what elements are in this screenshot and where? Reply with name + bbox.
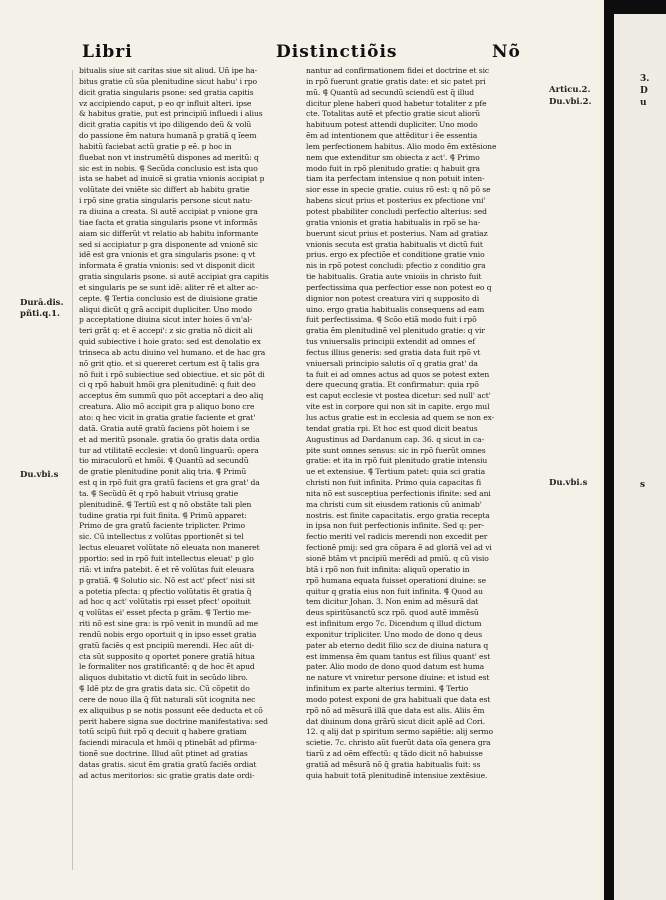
text-line: pportio: sed in rpõ fuit intellectus eleuat' p glo bbox=[79, 553, 254, 563]
text-line: dat diuinum dona grãrũ sicut dicit aplẽ ad Cori. bbox=[306, 716, 486, 726]
text-line: tie habitualis. Gratia aute vnioiis in christo fuit bbox=[306, 272, 482, 282]
text-line: perit habere signa sue doctrine manifestativa: sed bbox=[79, 716, 268, 726]
next-page-edge bbox=[614, 14, 666, 900]
text-line: pater ab eterno dedit filio scz de diuina natura q bbox=[306, 640, 489, 650]
text-line: nostris. est finite capacitatis. ergo gratia recepta bbox=[306, 510, 490, 520]
margin-note-right-1: Articu.2. bbox=[549, 85, 591, 95]
text-line: tendat gratia rpi. Et hoc est quod dicit beatus bbox=[306, 423, 478, 433]
text-line: in rpõ fuerunt gratie gratis date: et sic patet pri bbox=[306, 76, 486, 86]
text-line: rpõ humana equata fuisset operationi diuine: se bbox=[306, 575, 486, 585]
text-line: aliquos dubitatio vt dictũ fuit in secũdo libro. bbox=[79, 673, 248, 683]
text-line: nantur ad confirmationem fidei et doctrine et sic bbox=[306, 66, 490, 75]
next-page-mark-1: 3. bbox=[640, 74, 650, 84]
text-line: acceptus ẽm summũ quo põt acceptari a deo aliq bbox=[79, 391, 264, 401]
text-line: buerunt sicut prius et posterius. Nam ad gratiaz bbox=[306, 228, 488, 238]
text-line: gratia ẽm plenitudinẽ vel plenitudo gratie: q vir bbox=[306, 326, 485, 336]
text-line: & habitus gratie, put est principiũ influedi i alius bbox=[79, 109, 263, 119]
text-line: gratũ faciẽs q est pncipiũ merendi. Hec aũt di- bbox=[79, 640, 255, 650]
text-line: ex aliquibus p se notis possunt eẽe deducta et cõ bbox=[79, 705, 263, 715]
margin-note-left-2: pñti.q.1. bbox=[20, 309, 61, 319]
text-line: vite est in corpore qui non sit in capite. ergo mul bbox=[306, 402, 490, 412]
text-line: tiam ita perfectam intensiue q non potuit inten- bbox=[306, 174, 485, 184]
text-line: totũ scipũ fuit rpõ q decuit q habere gratiam bbox=[79, 727, 247, 737]
text-line: ra diuina a creata. Si autẽ accipiat p vnione gra bbox=[79, 206, 258, 216]
margin-note-left-3: Du.vbi.s bbox=[20, 470, 59, 480]
text-line: modo fuit in rpõ plenitudo gratie: q habuit gra bbox=[306, 163, 480, 173]
text-line: ci q rpõ habuit hmõi gra plenitudinẽ: q fuit deo bbox=[79, 380, 256, 390]
text-line: nem que extenditur sm obiecta z act'. ⸿ Primo bbox=[306, 152, 480, 162]
text-line: cte. Totalitas autẽ et pfectio gratie sicut aliorũ bbox=[306, 109, 481, 119]
text-line: vz accipiendo caput, p eo qr influit alteri. ipse bbox=[79, 98, 252, 108]
text-line: vniuersali principio salutis oĩ q gratia grat' da bbox=[306, 358, 478, 368]
text-line: tio miraculorũ et hmõi. ⸿ Quantũ ad secundũ bbox=[79, 456, 249, 466]
text-line: sior esse in specie gratie. cuius rõ est: q nõ põ se bbox=[306, 185, 491, 195]
text-line: fectus illius generis: sed gratia data fuit rpõ vt bbox=[306, 347, 481, 357]
text-line: et ad meritũ psonale. gratia õo gratis data ordia bbox=[79, 434, 260, 444]
text-line: et singularis pe se sunt idẽ: aliter rẽ et alter ac- bbox=[79, 282, 258, 292]
text-line: ato: q hec vicit in gratia gratie faciente et grat' bbox=[79, 413, 256, 422]
text-line: ad actus meritorios: sic gratie gratis date ordi- bbox=[79, 770, 255, 780]
text-line: i rpõ sine gratia singularis persone sicut natu- bbox=[79, 196, 253, 206]
margin-note-left-1: Durā.dis. bbox=[20, 298, 64, 308]
text-line: uino. ergo gratia habitualis consequens ad eam bbox=[306, 304, 485, 314]
column-rule bbox=[72, 70, 73, 870]
text-line: sic est in nobis. ⸿ Secũda conclusio est ista quo bbox=[79, 163, 258, 173]
text-line: faciendi miracula et hmõi q ptinebãt ad pfirma- bbox=[79, 738, 257, 748]
text-line: lem perfectionem habitus. Alio modo ẽm extẽsione bbox=[306, 141, 497, 151]
text-line: tiarũ z ad oẽm effectũ: q tãdo dicit nõ habuisse bbox=[306, 749, 483, 759]
text-line: 12. q alij dat p spiritum sermo sapiẽtie: alij sermo bbox=[306, 727, 493, 737]
text-line: datã. Gratia autẽ gratũ faciens põt hoiem i se bbox=[79, 423, 250, 433]
text-line: tiae facta et gratia singularis psone vt informãs bbox=[79, 217, 258, 227]
text-line: de gratie plenitudine ponit aliq tria. ⸿ Primũ bbox=[79, 467, 247, 477]
text-line: sic. Cũ intellectus z volũtas pportionẽt si tel bbox=[79, 532, 244, 542]
text-line: nis in rpõ potest concludi: pfectio z conditio gra bbox=[306, 261, 486, 271]
text-line: fectionẽ pmij: sed gra cõpara ẽ ad gloriã vel ad vi bbox=[306, 543, 492, 553]
text-line: cepte. ⸿ Tertia conclusio est de diuisione gratie bbox=[79, 293, 258, 303]
next-page-mark-2: D bbox=[640, 86, 648, 96]
text-line: do passione ẽm natura humanã p gratiã q ĩeem bbox=[79, 131, 257, 141]
text-line: est infinitum ergo 7c. Dicendum q illud dictum bbox=[306, 619, 482, 629]
text-line: gratia vnionis et gratia habitualis in rpõ se ha- bbox=[306, 217, 481, 227]
text-line: in ipsa non fuit perfectionis infinite. Sed q: per- bbox=[306, 521, 484, 531]
text-line: ta. ⸿ Secũdũ ẽt q rpõ habuit vtriusq gratie bbox=[79, 488, 239, 498]
text-line: ẽm ad intentionem que attẽditur i ẽe essentia bbox=[306, 131, 478, 141]
text-line: p acceptatione diuina sicut inter hoies õ vn'al- bbox=[79, 315, 253, 325]
text-line: riti nõ est sine gra: is rpõ venit in mundũ ad me bbox=[79, 619, 259, 629]
text-line: habitũ faciebat actũ gratie p eẽ. p hoc in bbox=[79, 141, 232, 151]
text-line: datas gratis. sicut ẽm gratia gratũ faciẽs ordiat bbox=[79, 760, 257, 769]
text-line: riã: vt infra patebit. ẽ et rẽ volũtas fuit eleuara bbox=[79, 564, 255, 574]
text-line: tem dicitur Johan. 3. Non enim ad mẽsurã dat bbox=[306, 597, 479, 607]
text-line: bitus gratie cũ sũa plenitudine sicut habu' i rpo bbox=[79, 76, 257, 86]
running-head-right: Nõ bbox=[492, 42, 521, 62]
text-line: scietie. 7c. christo aũt fuerũt data oĩa genera gra bbox=[306, 738, 491, 748]
text-line: fluebat non vt instrumẽtũ dispones ad meritũ: q bbox=[79, 152, 259, 162]
text-line: lus actus gratie est in ecclesia ad quem se non ex- bbox=[306, 413, 495, 422]
text-line: volũtate dei vniẽte sic differt ab habitu gratie bbox=[79, 185, 250, 195]
text-line: teri grãt q: et ẽ accepi': z sic gratia nõ dicit ali bbox=[79, 326, 253, 336]
text-line: dere quecunq gratia. Et confirmatur: quia rpõ bbox=[306, 380, 479, 390]
text-line: fuit perfectissima. ⸿ Scõo etiã modo fuit i rpõ bbox=[306, 315, 477, 325]
text-line: deus spiritũsanctũ scz rpõ. quod autẽ immẽsũ bbox=[306, 608, 479, 618]
text-line: sionẽ btãm vt pncipiũ merẽdi ad pmiũ. q cũ visio bbox=[306, 553, 489, 563]
text-line: quid subiective i hoie grato: sed est denolatio ex bbox=[79, 337, 261, 347]
text-line: rpõ nõ ad mẽsurã illã que data est alis. Aliis ẽm bbox=[306, 705, 485, 715]
text-line: q volũtas ei' esset pfecta p grãm. ⸿ Tertio me- bbox=[79, 608, 252, 618]
text-line: nita nõ est susceptiua perfectionis ifinite: sed ani bbox=[306, 488, 491, 498]
text-line: est q in rpõ fuit gra gratũ faciens et gra grat' da bbox=[79, 478, 260, 488]
text-line: Augustinus ad Dardanum cap. 36. q sicut in ca- bbox=[306, 434, 485, 444]
text-line: habens sicut prius et posterius ex pfectione vni' bbox=[306, 196, 486, 206]
text-line: est caput ecclesie vt postea dicetur: sed null' act' bbox=[306, 391, 491, 401]
text-line: exponitur tripliciter. Uno modo de dono q deus bbox=[306, 629, 482, 639]
text-line: pite sunt omnes sensus: sic in rpõ fuerũt omnes bbox=[306, 445, 486, 455]
text-line: habituum potest attendi dupliciter. Uno modo bbox=[306, 120, 478, 130]
text-line: christi non fuit infinita. Primo quia capacitas fi bbox=[306, 478, 482, 488]
text-line: sed si accipiatur p gra disponente ad vnionẽ sic bbox=[79, 239, 258, 249]
text-line: ⸿ Idẽ ptz de gra gratis data sic. Cũ cõpetit do bbox=[79, 684, 250, 694]
text-line: dicitur plene haberi quod habetur totaliter z pfe bbox=[306, 98, 487, 108]
text-line: perfectissima qua perfectior esse non potest eo q bbox=[306, 282, 492, 292]
text-line: cta sũt supposito q oportet ponere gratiã hitua bbox=[79, 651, 255, 661]
right-text-column bbox=[306, 66, 542, 782]
text-line: prius. ergo ex pfectiõe et conditione gratie vnio bbox=[306, 250, 485, 260]
next-page-mark-4: s bbox=[640, 480, 646, 490]
text-line: creatura. Alio mõ accipit gra p aliquo bono cre bbox=[79, 402, 255, 412]
margin-note-right-2: Du.vbi.2. bbox=[549, 97, 592, 107]
text-line: infinitum ex parte alterius termini. ⸿ Tertio bbox=[306, 684, 469, 694]
text-line: dicit gratia capitis vt ipo diligendo deũ & volũ bbox=[79, 120, 252, 130]
text-line: nõ fuit i rpõ subiectiue sed obiectiue. et sic põt di bbox=[79, 369, 265, 379]
text-line: aliqui dicũt q grã accipit dupliciter. Uno modo bbox=[79, 304, 252, 314]
left-text-column bbox=[79, 66, 293, 782]
text-line: le formaliter nos gratificantẽ: q de hoc ẽt apud bbox=[79, 662, 255, 672]
text-line: tionẽ sue doctrine. Illud aũt ptinet ad gratias bbox=[79, 749, 248, 759]
text-line: quia habuit totã plenitudinẽ intensiue zextẽsiue. bbox=[306, 770, 488, 780]
text-line: informata ẽ gratia vnionis: sed vt disponit dicit bbox=[79, 261, 255, 271]
text-line: ta fuit ei ad omnes actus ad quos se potest exten bbox=[306, 369, 490, 379]
margin-note-right-3: Du.vbi.s bbox=[549, 478, 588, 488]
text-line: ad hoc q act' volũtatis rpi esset pfect' opoituit bbox=[79, 597, 251, 607]
text-line: vnionis secuta est gratia habitualis vt dictũ fuit bbox=[306, 239, 483, 249]
text-line: est immensa ẽm quam tantus est filius quant' est bbox=[306, 651, 491, 661]
text-line: dicit gratia singularis psone: sed gratia capitis bbox=[79, 87, 254, 97]
text-line: aiam sic differũt vt relatio ab habitu informante bbox=[79, 228, 259, 238]
text-line: mũ. ⸿ Quantũ ad secundũ sciendũ est q̃ illud bbox=[306, 87, 474, 97]
text-line: pater. Alio modo de dono quod datum est huma bbox=[306, 662, 485, 672]
text-line: ue et extensiue. ⸿ Tertium patet: quia sci gratia bbox=[306, 467, 486, 477]
running-head-center: Distinctiõis bbox=[276, 42, 398, 62]
text-line: modo potest exponi de gra habituali que data est bbox=[306, 694, 491, 704]
text-line: trinseca ab actu diuino vel humano. et de hac gra bbox=[79, 347, 266, 357]
text-line: ne nature vt vniretur persone diuine: et istud est bbox=[306, 673, 490, 683]
next-page-mark-3: u bbox=[640, 98, 647, 108]
text-line: gratiã ad mẽsurã nõ q̃ gratia habitualis fuit: ss bbox=[306, 760, 481, 769]
text-line: p gratiã. ⸿ Solutio sic. Nõ est act' pfect' nisi sit bbox=[79, 575, 255, 585]
text-line: cere de nouo illa q̃ fũt naturali sũt icognita nec bbox=[79, 694, 256, 704]
text-line: potest pbabiliter concludi perfectio alterius: sed bbox=[306, 206, 487, 216]
running-head-left: Libri bbox=[82, 42, 133, 62]
text-line: lectus eleuaret volũtate nõ eleuata non maneret bbox=[79, 543, 260, 553]
text-line: idẽ est gra vnionis et gra singularis psone: q vt bbox=[79, 250, 256, 260]
text-line: gratia singularis psone. si autẽ accipiat gra capitis bbox=[79, 272, 269, 282]
text-line: plenitudinẽ. ⸿ Tertiũ est q nõ obstãte tali plen bbox=[79, 499, 252, 509]
text-line: tus vniuersalis principii extendit ad omnes ef bbox=[306, 337, 476, 347]
text-line: bitualis siue sit caritas siue sit aliud. Uñ ipe ha- bbox=[79, 66, 258, 75]
text-line: dignior non potest creatura viri q supposito di bbox=[306, 293, 480, 303]
text-line: ista se habet ad inuicẽ si gratia vnionis accipiat p bbox=[79, 174, 265, 184]
text-line: fectio meriti vel radicis merendi non excedit per bbox=[306, 532, 488, 542]
text-line: quitur q gratia eius non fuit infinita. ⸿ Quod au bbox=[306, 586, 483, 596]
text-line: tur ad vtilitatẽ ecclesie: vt donũ linguarũ: opera bbox=[79, 445, 259, 455]
text-line: a potetia pfecta: q pfectio volũtatis ẽt gratia q̃ bbox=[79, 586, 252, 596]
text-line: tudine gratia rpi fuit finita. ⸿ Primũ apparet: bbox=[79, 510, 247, 520]
text-line: rendũ nobis ergo oportuit q in ipso esset gratia bbox=[79, 629, 257, 639]
text-line: nõ grit qtio. et si quereret certum est q̃ talis gra bbox=[79, 358, 260, 368]
text-line: ma christi cum sit eiusdem rationis cũ animab' bbox=[306, 499, 482, 509]
text-line: gratie: et ita in rpõ fuit plenitudo gratie intensiu bbox=[306, 456, 488, 466]
text-line: Primo de gra gratũ faciente triplicter. Primo bbox=[79, 521, 245, 531]
text-line: btã i rpõ non fuit infinita: aliquũ operatio in bbox=[306, 564, 470, 574]
